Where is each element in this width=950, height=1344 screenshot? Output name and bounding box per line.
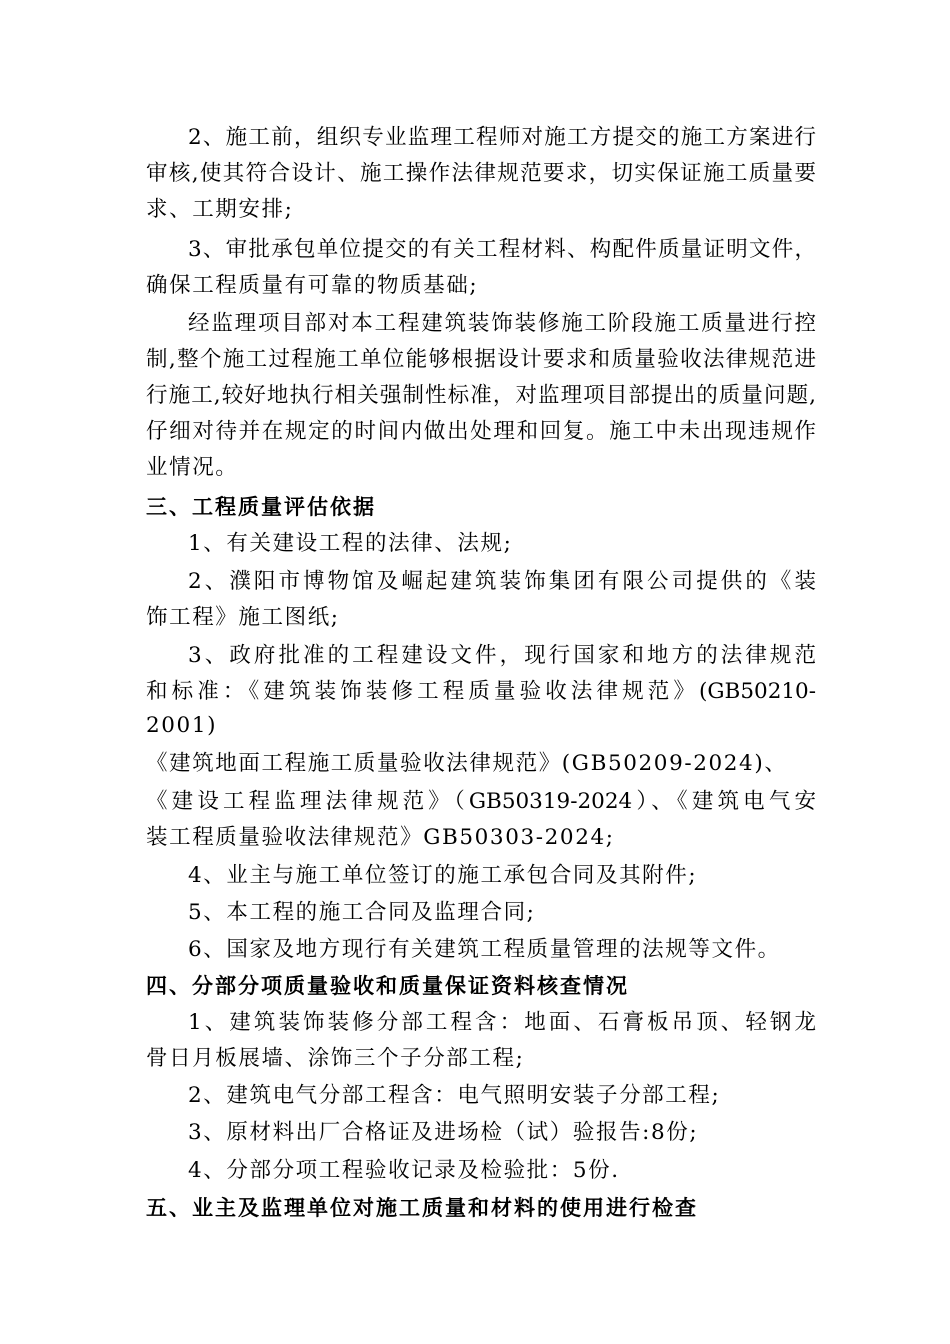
list-item: 5、本工程的施工合同及监理合同;	[188, 900, 536, 925]
list-item: 和标准：《建筑装饰装修工程质量验收法律规范》(GB50210-	[146, 679, 816, 704]
para-line: 2、施工前，组织专业监理工程师对施工方提交的施工方案进行	[188, 125, 816, 150]
para-line: 仔细对待并在规定的时间内做出处理和回复。施工中未出现违规作	[146, 419, 816, 444]
list-item: 3、政府批准的工程建设文件，现行国家和地方的法律规范	[188, 643, 816, 668]
list-item: 骨日月板展墙、涂饰三个子分部工程;	[146, 1046, 525, 1071]
list-item: 4、分部分项工程验收记录及检验批：5份.	[188, 1158, 620, 1183]
para-line: 求、工期安排;	[146, 197, 294, 222]
list-item: 2、建筑电气分部工程含：电气照明安装子分部工程;	[188, 1083, 721, 1108]
section-heading: 四、分部分项质量验收和质量保证资料核查情况	[146, 974, 629, 998]
para-line: 确保工程质量有可靠的物质基础;	[146, 273, 479, 298]
para-line: 行施工,较好地执行相关强制性标准，对监理项目部提出的质量问题,	[146, 383, 816, 408]
list-item: 1、建筑装饰装修分部工程含：地面、石膏板吊顶、轻钢龙	[188, 1010, 816, 1035]
list-item: 2001)	[146, 713, 218, 738]
para-line: 审核,使其符合设计、施工操作法律规范要求，切实保证施工质量要	[146, 161, 816, 186]
list-item: 6、国家及地方现行有关建筑工程质量管理的法规等文件。	[188, 937, 781, 962]
list-item: 1、有关建设工程的法律、法规;	[188, 531, 513, 556]
list-item: 4、业主与施工单位签订的施工承包合同及其附件;	[188, 863, 698, 888]
section-heading: 三、工程质量评估依据	[146, 495, 376, 519]
para-line: 业情况。	[146, 455, 239, 480]
para-line: 3、审批承包单位提交的有关工程材料、构配件质量证明文件，	[188, 237, 816, 262]
section-heading: 五、业主及监理单位对施工质量和材料的使用进行检查	[146, 1196, 698, 1220]
list-item: 《建设工程监理法律规范》（GB50319-2024）、《建筑电气安	[146, 789, 816, 814]
list-item: 饰工程》施工图纸;	[146, 605, 340, 630]
list-item: 《建筑地面工程施工质量验收法律规范》(GB50209-2024)、	[146, 751, 788, 776]
list-item: 2、濮阳市博物馆及崛起建筑装饰集团有限公司提供的《装	[188, 569, 816, 594]
list-item: 3、原材料出厂合格证及进场检（试）验报告:8份;	[188, 1120, 699, 1145]
para-line: 经监理项目部对本工程建筑装饰装修施工阶段施工质量进行控	[188, 311, 816, 336]
list-item: 装工程质量验收法律规范》GB50303-2024;	[146, 825, 615, 850]
para-line: 制,整个施工过程施工单位能够根据设计要求和质量验收法律规范进	[146, 347, 816, 372]
